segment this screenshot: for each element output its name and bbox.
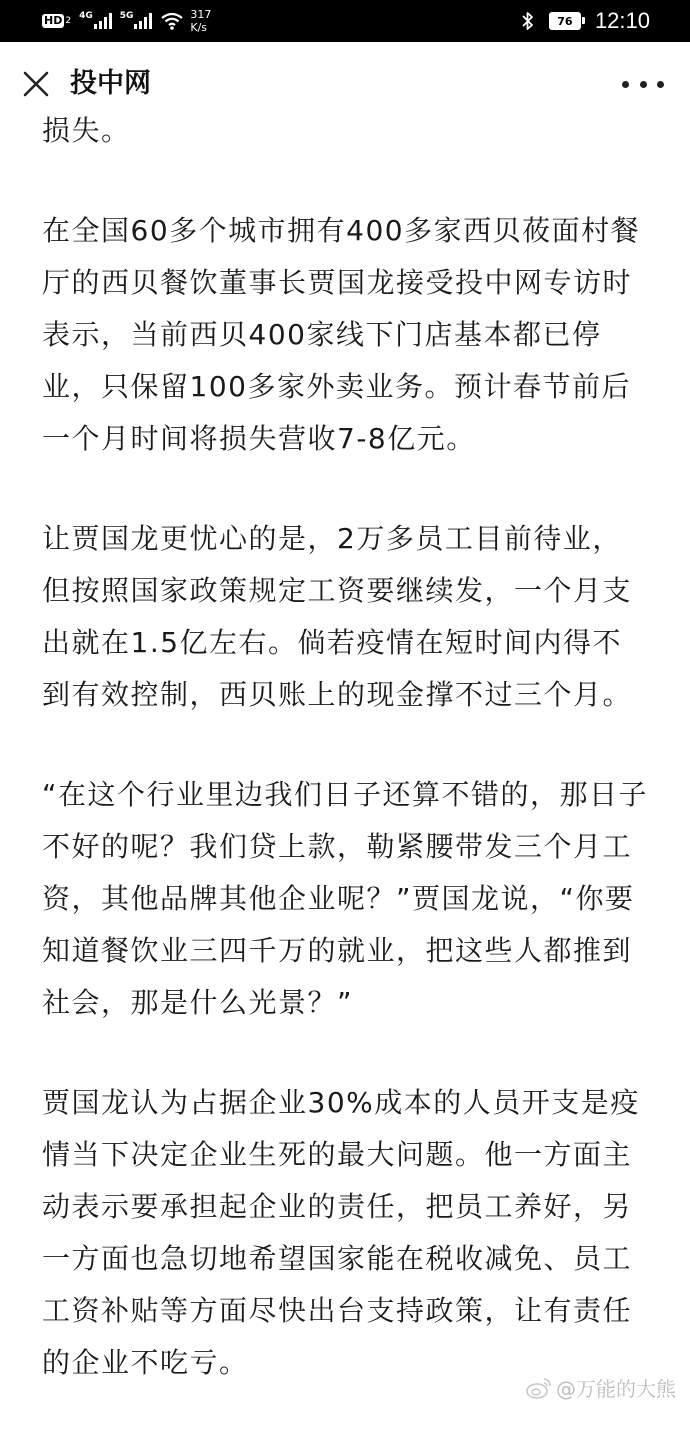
speed-unit: K/s [190,21,208,34]
hd-indicator [42,14,71,28]
hd-badge: HD [44,14,63,27]
status-bar-right [521,0,650,42]
battery-tip [582,17,585,24]
signal-bars-icon [94,13,112,29]
article-paragraph: “在这个行业里边我们日子还算不错的，那日子不好的呢？我们贷上款，勒紧腰带发三个月工资，其他品牌其他企业呢？”贾国龙说，“你要知道餐饮业三四千万的就业，把这些人都推到社会，那是什么光景？” [42,778,649,1019]
more-options-button[interactable] [622,66,664,102]
speed-value: 317 [190,8,212,21]
network-type-label: 4G [79,11,93,21]
bluetooth-icon [521,11,535,31]
more-dot-icon [657,81,664,88]
article-paragraph: 在全国60多个城市拥有400多家西贝莜面村餐厅的西贝餐饮董事长贾国龙接受投中网专访时表示，当前西贝400家线下门店基本都已停业，只保留100多家外卖业务。预计春节前后一个月时间将损失营收7-8亿元。 [42,214,641,455]
article-paragraph: 贾国龙认为占据企业30%成本的人员开支是疫情当下决定企业生死的最大问题。他一方面主动表示要承担起企业的责任，把员工养好，另一方面也急切地希望国家能在税收减免、员工工资补贴等方面尽快出台支持政策，让有责任的企业不吃亏。 [42,1086,640,1379]
status-bar-left [42,0,211,42]
more-dot-icon [640,81,647,88]
article-paragraph: 损失。 [42,114,131,147]
status-bar [0,0,690,42]
watermark-text: @万能的大熊 [556,1377,676,1401]
hd-sub: 2 [65,16,72,26]
page-title: 投中网 [70,68,151,99]
weibo-watermark [526,1373,676,1402]
article-paragraph: 让贾国龙更忧心的是，2万多员工目前待业，但按照国家政策规定工资要继续发，一个月支出就在1.5亿左右。倘若疫情在短时间内得不到有效控制，西贝账上的现金撑不过三个月。 [42,522,633,711]
battery-icon [549,12,581,30]
weibo-logo-icon [526,1376,552,1400]
close-button[interactable] [18,66,54,102]
wifi-icon [160,12,184,30]
network-speed [190,8,211,34]
network-type-label: 5G [119,11,134,21]
signal-bars-icon [134,13,152,29]
article-body [42,105,650,1437]
signal-5g [120,13,153,29]
battery-level: 76 [557,14,573,28]
signal-4g [79,13,112,29]
more-dot-icon [622,81,629,88]
close-icon [18,66,54,102]
clock: 12:10 [594,8,650,33]
